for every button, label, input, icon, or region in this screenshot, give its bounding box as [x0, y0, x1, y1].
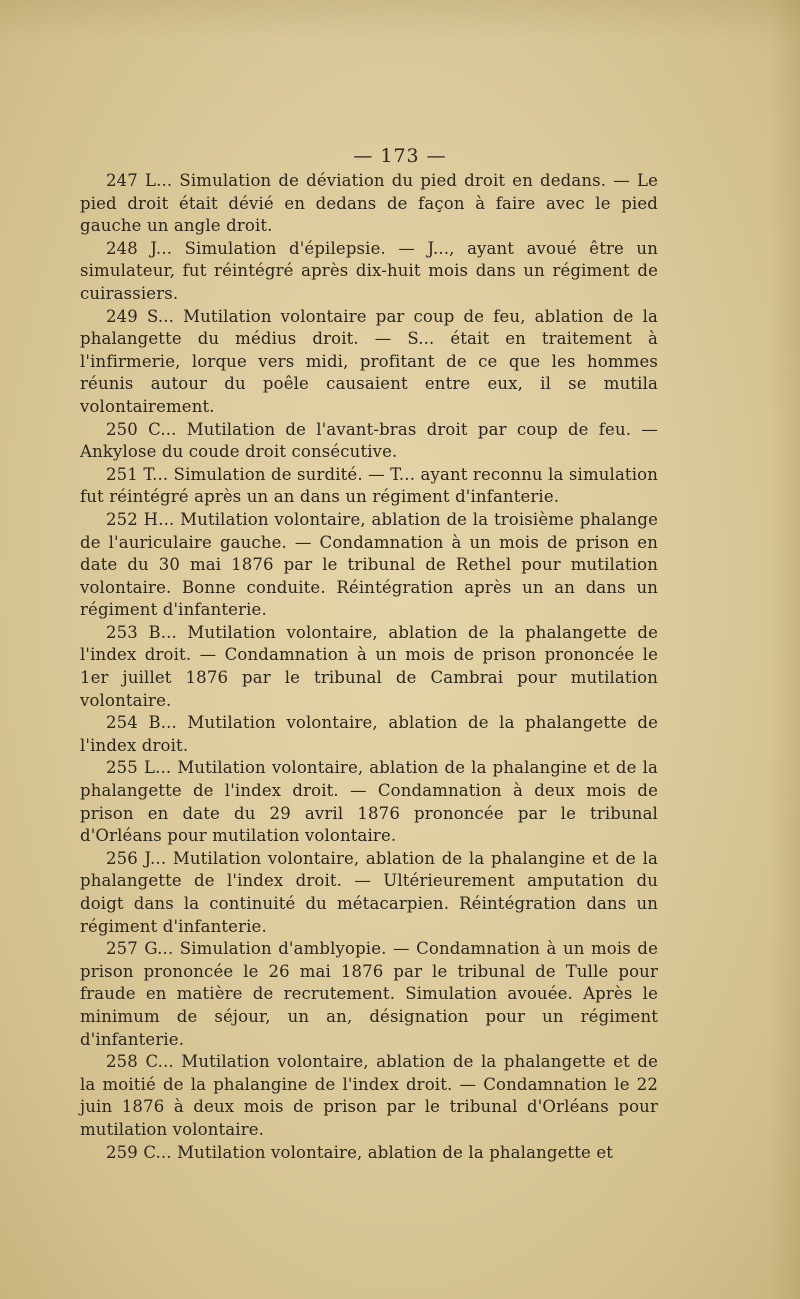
entry-256: 256 J... Mutilation volontaire, ablation de la phalangine et de la phalangette de l'index droit. — Ultérieurement amputation du doigt dans la continuité du métacarpien. Réintégration dans un régiment d'infanterie. — [80, 848, 658, 936]
page-shadow-top — [0, 0, 800, 40]
entry-259: 259 C... Mutilation volontaire, ablation de la phalangette et — [106, 1142, 614, 1162]
entry-251: 251 T... Simulation de surdité. — T... ayant reconnu la simulation fut réintégré après un an dans un régiment d'infanterie. — [80, 464, 658, 507]
entry-247: 247 L... Simulation de déviation du pied droit en dedans. — Le pied droit était dévié en dedans de façon à faire avec le pied gauche un angle droit. — [80, 171, 658, 236]
entry-252: 252 H... Mutilation volontaire, ablation de la troisième phalange de l'auriculaire gauche. — Condamnation à un mois de prison en date du 30 mai 1876 par le tribunal de Rethel pour mutilation volontaire. Bonne conduite. Réintégration après un an dans un régiment d'infanterie. — [80, 509, 658, 620]
entry-257: 257 G... Simulation d'amblyopie. — Condamnation à un mois de prison prononcée le 26 mai 1876 par le tribunal de Tulle pour fraude en matière de recrutement. Simulation avouée. Après le minimum de séjour, un an, désignation pour un régiment d'infanterie. — [80, 939, 658, 1049]
entry-249: 249 S... Mutilation volontaire par coup de feu, ablation de la phalangette du médius droit. — S... était en traitement à l'infirmerie, lorque vers midi, profitant de ce que les hommes réunis autour du poêle causaient entre eux, il se mutila volontairement. — [80, 306, 658, 416]
entry-254: 254 B... Mutilation volontaire, ablation de la phalangette de l'index droit. — [80, 713, 658, 755]
page-shadow-right — [770, 0, 800, 1299]
body-text — [80, 170, 658, 1164]
entry-258: 258 C... Mutilation volontaire, ablation de la phalangette et de la moitié de la phalangine de l'index droit. — Condamnation le 22 juin 1876 à deux mois de prison par le tribunal d'Orléans pour mutilation volontaire. — [80, 1052, 658, 1139]
entry-248: 248 J... Simulation d'épilepsie. — J..., ayant avoué être un simulateur, fut réintégré après dix-huit mois dans un régiment de cuirassiers. — [80, 238, 658, 303]
entry-250: 250 C... Mutilation de l'avant-bras droit par coup de feu. — Ankylose du coude droit consécutive. — [80, 419, 658, 462]
entry-253: 253 B... Mutilation volontaire, ablation de la phalangette de l'index droit. — Condamnation à un mois de prison prononcée le 1er juillet 1876 par le tribunal de Cambrai pour mutilation volontaire. — [80, 622, 658, 710]
entry-255: 255 L... Mutilation volontaire, ablation de la phalangine et de la phalangette de l'index droit. — Condamnation à deux mois de prison en date du 29 avril 1876 prononcée par le tribunal d'Orléans pour mutilation volontaire. — [80, 758, 658, 846]
page-number: — 173 — — [353, 145, 447, 167]
